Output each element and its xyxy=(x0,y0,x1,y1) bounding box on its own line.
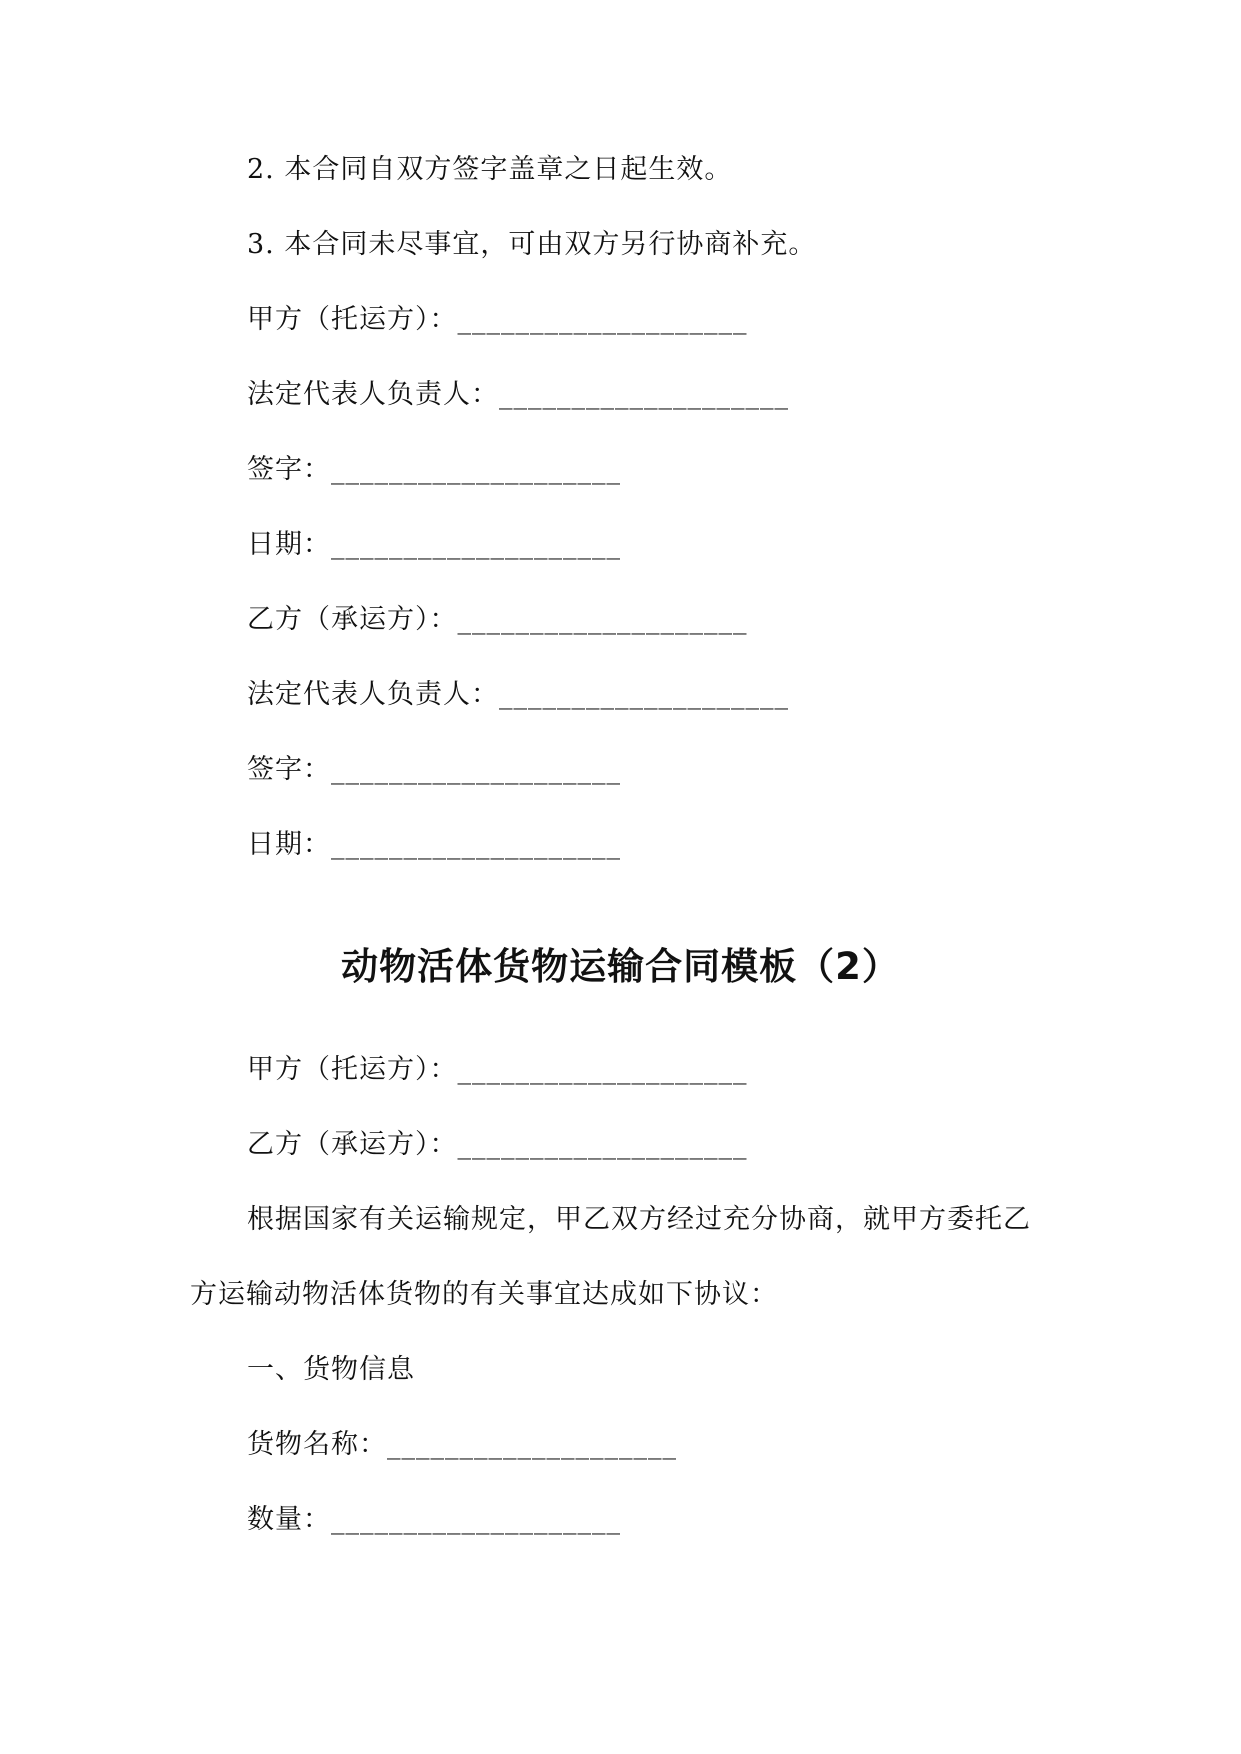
signature-a-field: 签字：____________________ xyxy=(247,454,621,485)
intro-paragraph-line-1: 根据国家有关运输规定，甲乙双方经过充分协商，就甲方委托乙 xyxy=(247,1204,1031,1235)
goods-name-field: 货物名称：____________________ xyxy=(247,1429,677,1460)
document-title: 动物活体货物运输合同模板（2） xyxy=(341,945,900,988)
clause-2: 2. 本合同自双方签字盖章之日起生效。 xyxy=(247,154,733,185)
intro-paragraph-line-2: 方运输动物活体货物的有关事宜达成如下协议： xyxy=(190,1279,778,1310)
representative-b-field: 法定代表人负责人：____________________ xyxy=(247,679,789,710)
party-a-field-2: 甲方（托运方）：____________________ xyxy=(247,1054,748,1085)
quantity-field: 数量：____________________ xyxy=(247,1504,621,1535)
party-b-field-2: 乙方（承运方）：____________________ xyxy=(247,1129,748,1160)
signature-b-field: 签字：____________________ xyxy=(247,754,621,785)
representative-a-field: 法定代表人负责人：____________________ xyxy=(247,379,789,410)
party-a-field: 甲方（托运方）：____________________ xyxy=(247,304,748,335)
section-heading-goods-info: 一、货物信息 xyxy=(247,1354,415,1385)
clause-3: 3. 本合同未尽事宜，可由双方另行协商补充。 xyxy=(247,229,817,260)
date-b-field: 日期：____________________ xyxy=(247,829,621,860)
date-a-field: 日期：____________________ xyxy=(247,529,621,560)
party-b-field: 乙方（承运方）：____________________ xyxy=(247,604,748,635)
